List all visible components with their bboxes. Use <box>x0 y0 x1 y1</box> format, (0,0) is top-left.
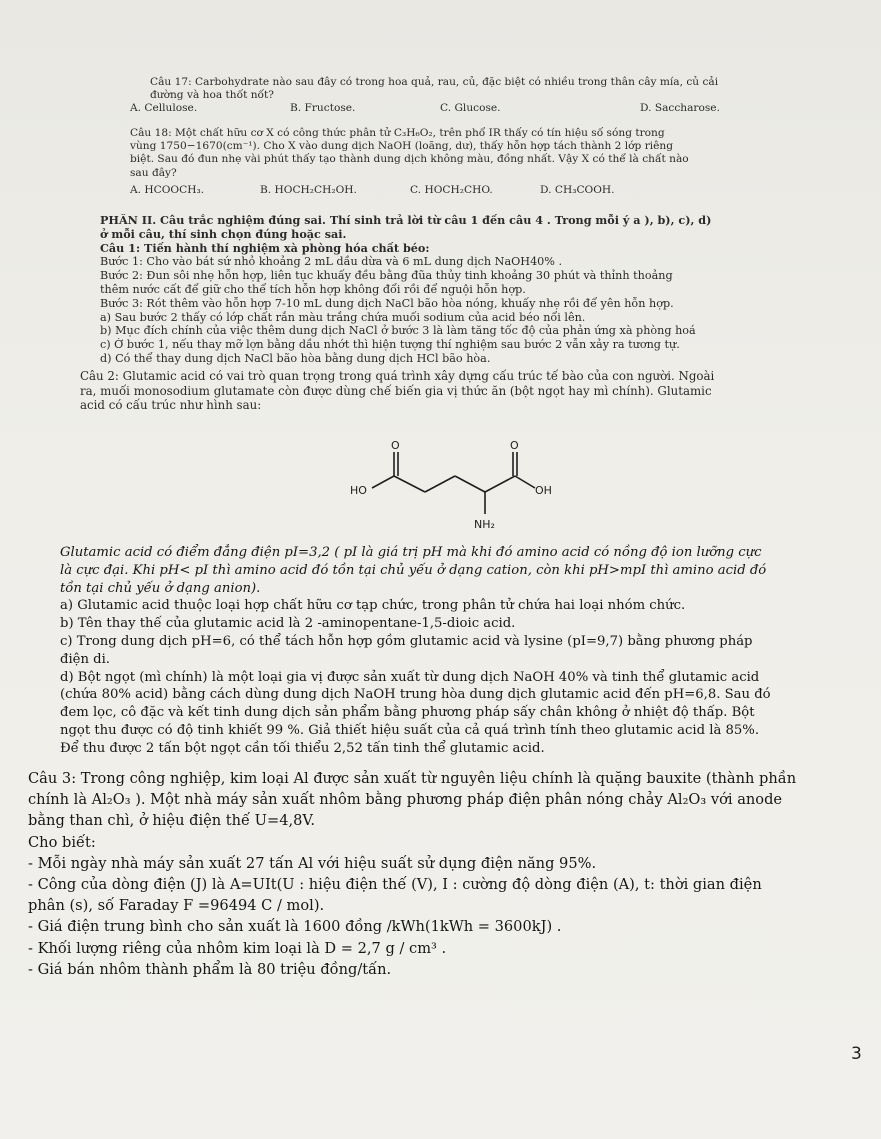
q17-line1: Câu 17: Carbohydrate nào sau đây có trong hoa quả, rau, củ, đặc biệt có nhiều trong thân cây mía, củ cải <box>150 76 719 88</box>
q17-option-d: D. Saccharose. <box>640 102 720 115</box>
q18-line3: biệt. Sau đó đun nhẹ vài phút thấy tạo thành dung dịch không màu, đồng nhất. Vậy X có thể là chất nào <box>130 153 689 166</box>
q3-given-2: - Công của dòng điện (J) là A=UIt(U : hiệu điện thế (V), I : cường độ dòng điện (A), t: thời gian điện <box>28 876 762 894</box>
q3-given-2-cont: phân (s), số Faraday F =96494 C / mol). <box>28 897 325 915</box>
q1-step3: Bước 3: Rót thêm vào hỗn hợp 7-10 mL dung dịch NaCl bão hòa nóng, khuấy nhẹ rồi để yên hỗn hợp. <box>100 296 674 310</box>
q18-option-c: C. HOCH₂CHO. <box>410 183 493 196</box>
q2-statement-c: c) Trong dung dịch pH=6, có thể tách hỗn hợp gồm glutamic acid và lysine (pI=9,7) bằng phương pháp <box>60 633 753 649</box>
q18-option-d: D. CH₃COOH. <box>540 183 615 196</box>
q2-statement-c-cont: điện di. <box>60 651 111 667</box>
q2-intro-line1: Câu 2: Glutamic acid có vai trò quan trọng trong quá trình xây dựng cấu trúc tế bào của con người. Ngoài <box>80 369 715 383</box>
q1-statement-d: d) Có thể thay dung dịch NaCl bão hòa bằng dung dịch HCl bão hòa. <box>100 351 491 365</box>
q2-statement-d-cont1: (chứa 80% acid) bằng cách dùng dung dịch NaOH trung hòa dung dịch glutamic acid đến pH=6,8. Sau đó <box>60 687 771 703</box>
ho-label: HO <box>350 484 367 497</box>
q2-statement-a: a) Glutamic acid thuộc loại hợp chất hữu cơ tạp chức, trong phân tử chứa hai loại nhóm chức. <box>60 598 686 614</box>
q18-option-a: A. HCOOCH₃. <box>130 183 205 196</box>
q2-pi-line1: Glutamic acid có điểm đẳng điện pI=3,2 ( pI là giá trị pH mà khi đó amino acid có nồng độ ion lưỡng cực <box>60 545 762 560</box>
q1-step2-cont: thêm nước cất để giữ cho thể tích hỗn hợp không đổi rồi để nguội hỗn hợp. <box>100 282 526 296</box>
oxygen-label-1: O <box>391 439 400 452</box>
nh2-label: NH₂ <box>474 518 495 531</box>
q3-given-5: - Giá bán nhôm thành phẩm là 80 triệu đồng/tấn. <box>28 960 392 978</box>
q2-statement-b: b) Tên thay thế của glutamic acid là 2 -aminopentane-1,5-dioic acid. <box>60 616 516 632</box>
q3-given-4: - Khối lượng riêng của nhôm kim loại là D = 2,7 g / cm³ . <box>28 939 447 957</box>
q18-line1: Câu 18: Một chất hữu cơ X có công thức phân tử C₃H₆O₂, trên phổ IR thấy có tín hiệu số sóng trong <box>130 127 665 139</box>
q1-step2: Bước 2: Đun sôi nhẹ hỗn hợp, liên tục khuấy đều bằng đũa thủy tinh khoảng 30 phút và thỉnh thoảng <box>100 269 673 283</box>
q3-line3: bằng than chì, ở hiệu điện thế U=4,8V. <box>28 812 316 830</box>
part2-heading-2: ở mỗi câu, thí sinh chọn đúng hoặc sai. <box>100 227 347 241</box>
q3-line1: Câu 3: Trong công nghiệp, kim loại Al được sản xuất từ nguyên liệu chính là quặng bauxite (thành phần <box>28 770 797 787</box>
q1-statement-b: b) Mục đích chính của việc thêm dung dịch NaCl ở bước 3 là làm tăng tốc độ của phản ứng xà phòng hoá <box>100 324 696 338</box>
q18-option-b: B. HOCH₂CH₂OH. <box>260 183 357 196</box>
q2-statement-d-cont3: ngọt thu được có độ tinh khiết 99 %. Giả thiết hiệu suất của cả quá trình tính theo glutamic acid là 85%. <box>60 722 760 738</box>
part2-heading: PHẦN II. Câu trắc nghiệm đúng sai. Thí sinh trả lời từ câu 1 đến câu 4 . Trong mỗi ý a ), b), c), d) <box>100 214 712 227</box>
oxygen-label-2: O <box>510 439 519 452</box>
oh-label: OH <box>535 484 552 497</box>
q3-given-1: - Mỗi ngày nhà máy sản xuất 27 tấn Al với hiệu suất sử dụng điện năng 95%. <box>28 854 597 872</box>
question-17 <box>130 76 790 116</box>
q17-options <box>130 102 790 115</box>
page-number: 3 <box>851 1044 862 1064</box>
q17-option-a: A. Cellulose. <box>130 102 198 115</box>
q17-option-c: C. Glucose. <box>440 102 501 115</box>
glutamic-acid-structure <box>330 428 560 538</box>
q1-step1: Bước 1: Cho vào bát sứ nhỏ khoảng 2 mL dầu dừa và 6 mL dung dịch NaOH40% . <box>100 255 563 269</box>
q2-body <box>60 544 860 758</box>
q1-statement-c: c) Ở bước 1, nếu thay mỡ lợn bằng dầu nhớt thì hiện tượng thí nghiệm sau bước 2 vẫn xảy ra tương tự. <box>100 338 680 352</box>
q17-line2: đường và hoa thốt nốt? <box>150 89 274 102</box>
q18-options <box>130 184 790 197</box>
question-18 <box>130 127 790 197</box>
q2-pi-line2: là cực đại. Khi pH< pI thì amino acid đó tồn tại chủ yếu ở dạng cation, còn khi pH>mpI thì amino acid đó <box>60 562 767 578</box>
q17-option-b: B. Fructose. <box>290 102 356 115</box>
q3-line2: chính là Al₂O₃ ). Một nhà máy sản xuất nhôm bằng phương pháp điện phân nóng chảy Al₂O₃ với anode <box>28 791 783 809</box>
q3-given-heading: Cho biết: <box>28 833 96 851</box>
q1-title: Câu 1: Tiến hành thí nghiệm xà phòng hóa chất béo: <box>100 241 430 255</box>
q1-statement-a: a) Sau bước 2 thấy có lớp chất rắn màu trắng chứa muối sodium của acid béo nổi lên. <box>100 310 586 324</box>
q2-intro-line2: ra, muối monosodium glutamate còn được dùng chế biến gia vị thức ăn (bột ngọt hay mì chính). Glutamic <box>80 383 712 398</box>
q18-line2: vùng 1750−1670(cm⁻¹). Cho X vào dung dịch NaOH (loãng, dư), thấy hỗn hợp tách thành 2 lớp riêng <box>130 140 674 153</box>
q2-intro-line3: acid có cấu trúc như hình sau: <box>80 398 262 413</box>
q2-pi-line3: tồn tại chủ yếu ở dạng anion). <box>60 580 261 596</box>
q3-given-3: - Giá điện trung bình cho sản xuất là 1600 đồng /kWh(1kWh = 3600kJ) . <box>28 918 562 936</box>
q2-statement-d: d) Bột ngọt (mì chính) là một loại gia vị được sản xuất từ dung dịch NaOH 40% và tinh thể glutamic acid <box>60 669 760 685</box>
q18-line4: sau đây? <box>130 166 177 179</box>
q2-intro <box>80 369 820 413</box>
question-3 <box>28 768 858 980</box>
q2-statement-d-cont4: Để thu được 2 tấn bột ngọt cần tối thiểu 2,52 tấn tinh thể glutamic acid. <box>60 740 545 756</box>
q2-statement-d-cont2: đem lọc, cô đặc và kết tinh dung dịch sản phẩm bằng phương pháp sấy chân không ở nhiệt độ thấp. Bột <box>60 705 755 721</box>
part-2 <box>100 214 800 366</box>
